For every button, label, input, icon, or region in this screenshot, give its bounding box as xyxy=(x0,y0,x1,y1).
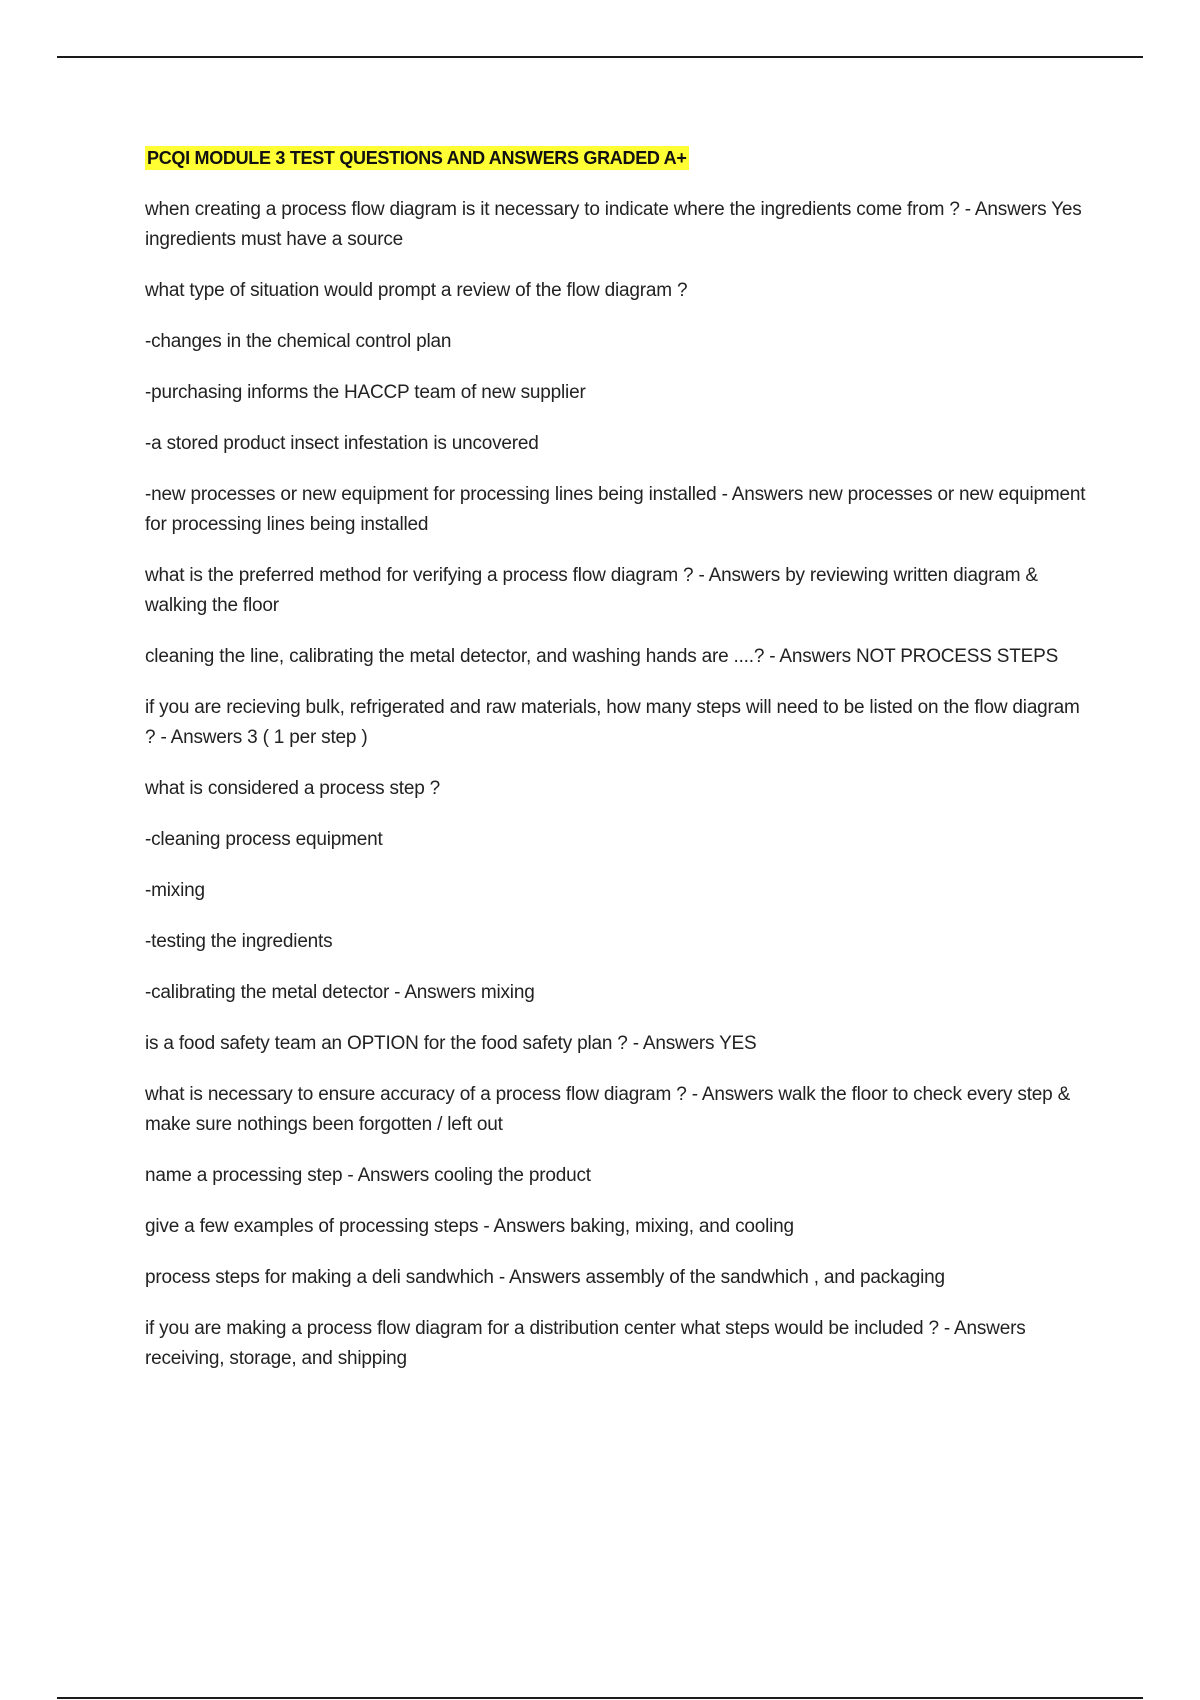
paragraph: name a processing step - Answers cooling the product xyxy=(145,1165,591,1186)
paragraph: if you are making a process flow diagram for a distribution center what steps would be included ? - Answers receiving, storage, and shipping xyxy=(145,1318,1026,1369)
paragraph: process steps for making a deli sandwhich - Answers assembly of the sandwhich , and packaging xyxy=(145,1267,945,1288)
paragraph: cleaning the line, calibrating the metal detector, and washing hands are ....? - Answers NOT PROCESS STEPS xyxy=(145,646,1059,667)
paragraph: -new processes or new equipment for processing lines being installed - Answers new processes or new equipment for processing lines being installed xyxy=(145,484,1086,535)
footer-rule xyxy=(57,1697,1143,1699)
paragraph: -testing the ingredients xyxy=(145,931,333,952)
paragraph: is a food safety team an OPTION for the food safety plan ? - Answers YES xyxy=(145,1033,757,1054)
paragraph: -purchasing informs the HACCP team of new supplier xyxy=(145,382,586,403)
document-body xyxy=(145,146,1095,1395)
paragraph: -calibrating the metal detector - Answers mixing xyxy=(145,982,535,1003)
paragraph: what is necessary to ensure accuracy of a process flow diagram ? - Answers walk the floor to check every step & make sure nothings been forgotten / left out xyxy=(145,1084,1071,1135)
paragraph: what is considered a process step ? xyxy=(145,778,441,799)
paragraph: what type of situation would prompt a review of the flow diagram ? xyxy=(145,280,688,301)
paragraph: -mixing xyxy=(145,880,205,901)
paragraph: -changes in the chemical control plan xyxy=(145,331,452,352)
paragraph: -a stored product insect infestation is uncovered xyxy=(145,433,539,454)
paragraph-list xyxy=(145,195,1095,1374)
paragraph: if you are recieving bulk, refrigerated and raw materials, how many steps will need to be listed on the flow diagram ? - Answers 3 ( 1 per step ) xyxy=(145,697,1080,748)
header-rule xyxy=(57,56,1143,58)
paragraph: what is the preferred method for verifying a process flow diagram ? - Answers by reviewing written diagram & walking the floor xyxy=(145,565,1038,616)
paragraph: when creating a process flow diagram is it necessary to indicate where the ingredients come from ? - Answers Yes ingredients must have a source xyxy=(145,199,1082,250)
document-title: PCQI MODULE 3 TEST QUESTIONS AND ANSWERS GRADED A+ xyxy=(147,148,687,168)
paragraph: -cleaning process equipment xyxy=(145,829,383,850)
paragraph: give a few examples of processing steps - Answers baking, mixing, and cooling xyxy=(145,1216,794,1237)
